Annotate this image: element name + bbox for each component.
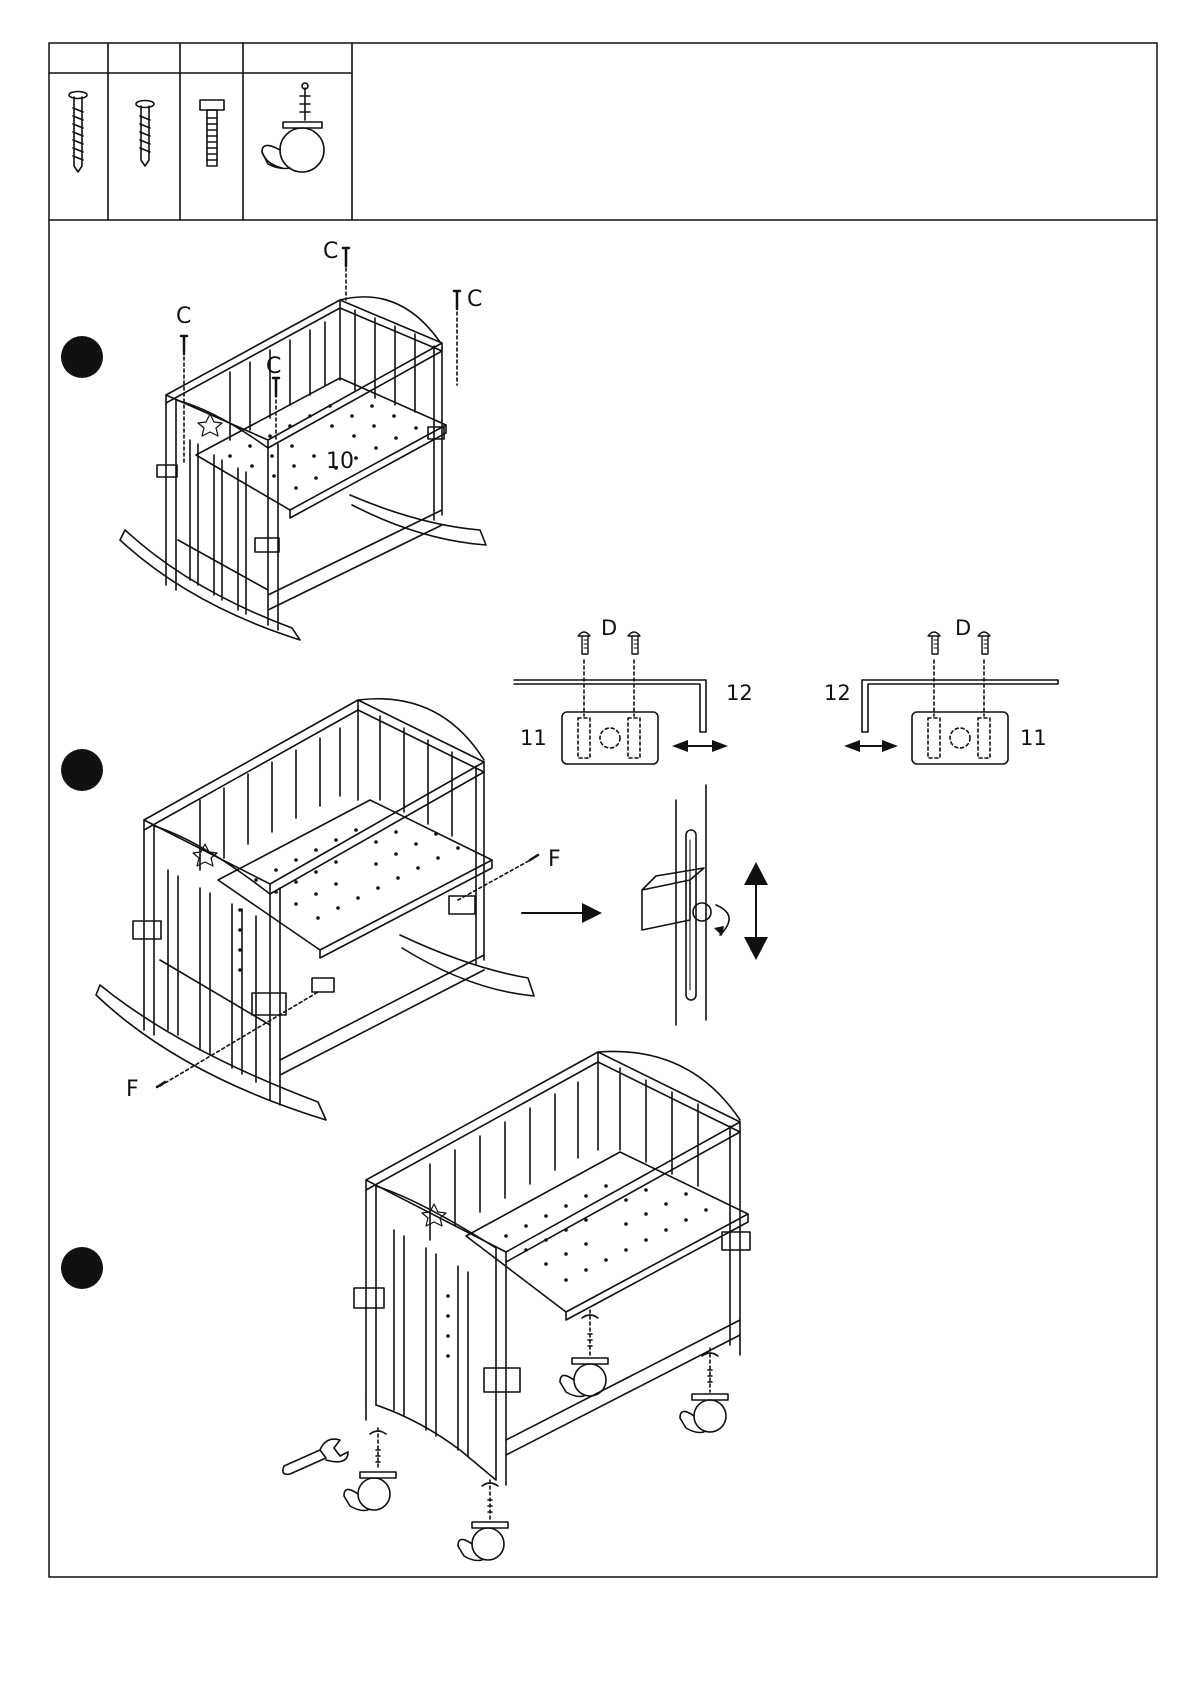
step-1-crib-drawing (120, 248, 486, 640)
label-11-left: 11 (520, 726, 547, 750)
page-frame (49, 43, 1157, 1577)
label-12-left: 12 (726, 681, 753, 705)
castor-front-left-icon (344, 1428, 396, 1511)
label-c-top: C (323, 239, 339, 264)
label-11-right: 11 (1020, 726, 1047, 750)
label-d-right: D (955, 616, 972, 640)
label-c-left: C (176, 304, 192, 329)
label-d-left: D (601, 616, 618, 640)
step-3-crib-drawing (283, 1051, 750, 1560)
step-2-marker (61, 749, 103, 791)
label-part-10: 10 (326, 449, 354, 474)
short-screw-icon (136, 101, 154, 167)
label-c-right: C (467, 287, 483, 312)
step-1-marker (61, 336, 103, 378)
label-f-left: F (126, 1077, 139, 1102)
bolt-icon (200, 100, 224, 166)
step-2-crib-drawing (96, 699, 538, 1120)
castor-wheel-icon (262, 83, 324, 172)
castor-back-left-icon (560, 1310, 608, 1397)
label-f-right: F (548, 847, 561, 872)
wrench-icon (283, 1439, 348, 1474)
step-3-marker (61, 1247, 103, 1289)
step-2-arrow-right-icon (522, 903, 602, 923)
castor-back-right-icon (680, 1348, 728, 1433)
long-screw-icon (69, 92, 87, 173)
label-c-mid: C (266, 354, 282, 379)
castor-front-right-icon (458, 1480, 508, 1561)
label-12-right: 12 (824, 681, 851, 705)
height-adjuster-detail (642, 785, 768, 1025)
